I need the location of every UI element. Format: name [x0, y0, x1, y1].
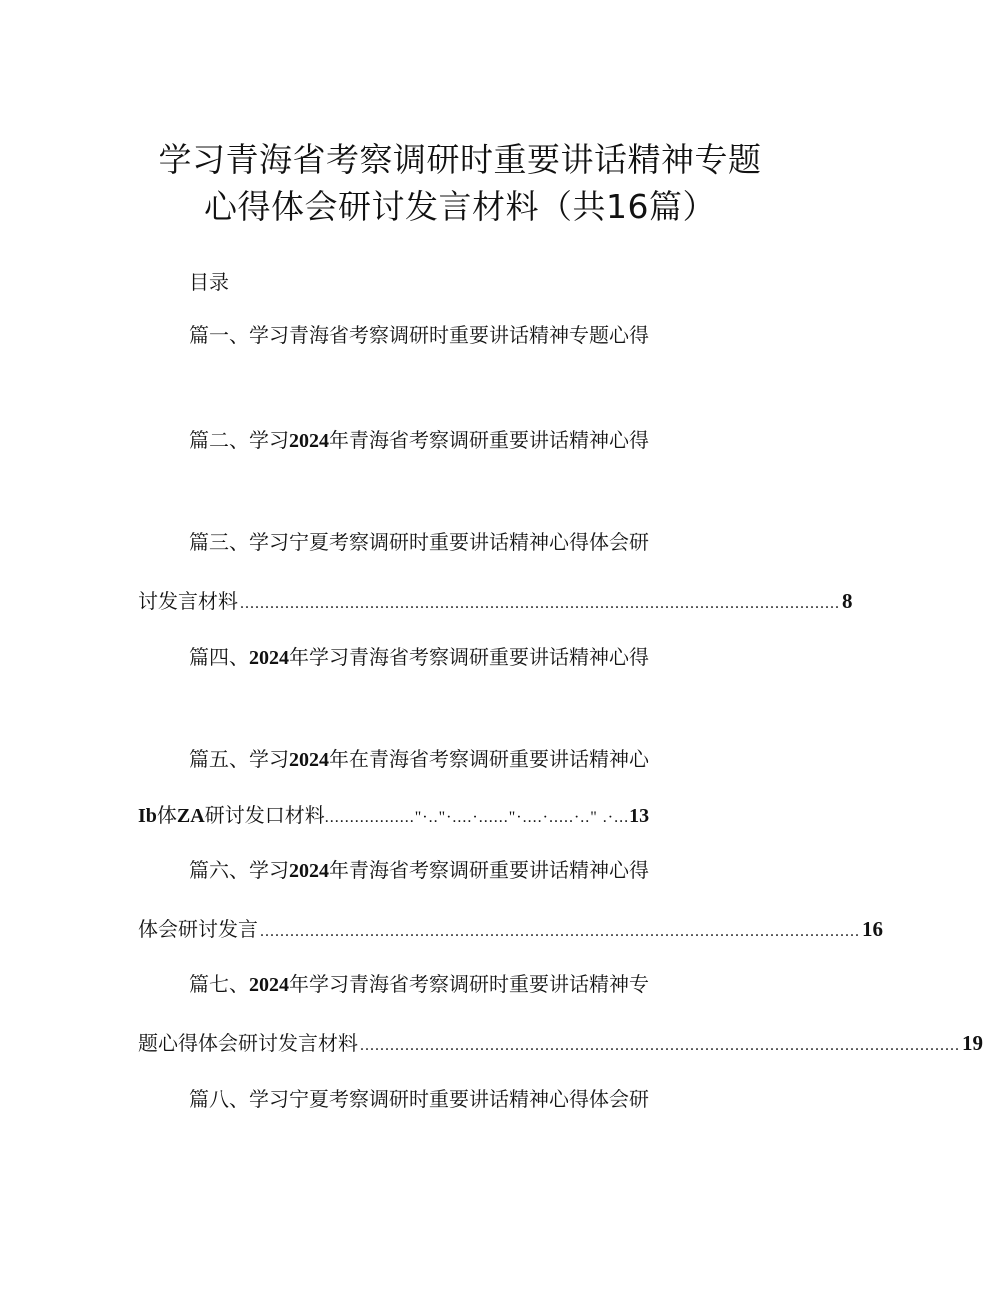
toc-dot-leader: ........................................................................................................................ [240, 595, 840, 612]
toc-entry-3-text: 篇三、学习宁夏考察调研时重要讲话精神心得体会研 [189, 530, 649, 554]
toc-entry-8[interactable] [189, 1086, 649, 1112]
toc-entry-6-suffix: 年青海省考察调研重要讲话精神心得 [329, 858, 649, 882]
toc-entry-3-line-2[interactable] [138, 588, 853, 617]
toc-entry-5-year: 2024 [289, 749, 329, 771]
toc-entry-2-prefix: 篇二、学习 [189, 428, 289, 452]
toc-entry-7-suffix: 年学习青海省考察调研时重要讲话精神专 [289, 972, 649, 996]
toc-entry-6-prefix: 篇六、学习 [189, 858, 289, 882]
toc-entry-6-line-2[interactable] [138, 916, 883, 945]
toc-entry-2-suffix: 年青海省考察调研重要讲话精神心得 [329, 428, 649, 452]
toc-entry-6-continuation: 体会研讨发言 [138, 917, 258, 941]
toc-entry-5-ocr-a: Ib [138, 805, 157, 827]
toc-entry-6-page: 16 [862, 917, 883, 941]
toc-entry-3-page: 8 [842, 589, 853, 613]
toc-entry-3-line-1[interactable] [189, 529, 649, 555]
toc-entry-5-line-1[interactable] [189, 746, 649, 773]
toc-entry-4[interactable] [189, 644, 649, 671]
document-title-line-1: 学习青海省考察调研时重要讲话精神专题 [158, 140, 762, 179]
toc-entry-5-ocr-d: 研讨发口材料 [204, 803, 325, 827]
toc-entry-5-line-2[interactable] [138, 802, 649, 831]
toc-entry-7-line-2[interactable] [138, 1030, 983, 1059]
toc-entry-4-suffix: 年学习青海省考察调研重要讲话精神心得 [289, 645, 649, 669]
toc-dot-leader: ........................................................................................................................ [260, 923, 860, 940]
toc-entry-5-suffix: 年在青海省考察调研重要讲话精神心 [329, 747, 649, 771]
toc-entry-5-leader: .................."·.."·....·......"·....·.....·.." .·... [324, 809, 630, 826]
document-title-line-2: 心得体会研讨发言材料（共16篇） [204, 187, 716, 226]
toc-entry-7-prefix: 篇七、 [189, 972, 249, 996]
toc-entry-5-ocr-c: ZA [176, 805, 205, 827]
toc-entry-7-year: 2024 [249, 974, 289, 996]
toc-heading: 目录 [189, 270, 229, 294]
toc-entry-8-text: 篇八、学习宁夏考察调研时重要讲话精神心得体会研 [189, 1087, 649, 1111]
toc-entry-6-year: 2024 [289, 860, 329, 882]
toc-entry-3-continuation: 讨发言材料 [138, 589, 238, 613]
toc-entry-7-line-1[interactable] [189, 971, 649, 998]
toc-entry-4-prefix: 篇四、 [189, 645, 249, 669]
toc-entry-2[interactable] [189, 427, 649, 454]
toc-entry-1[interactable] [189, 322, 649, 348]
toc-dot-leader: ........................................................................................................................ [360, 1037, 960, 1054]
toc-entry-1-text: 篇一、学习青海省考察调研时重要讲话精神专题心得 [189, 323, 649, 347]
toc-entry-2-year: 2024 [289, 430, 329, 452]
toc-entry-5-page: 13 [629, 805, 650, 827]
toc-entry-7-page: 19 [962, 1031, 983, 1055]
toc-entry-5-ocr-b: 体 [156, 803, 177, 827]
toc-entry-5-prefix: 篇五、学习 [189, 747, 289, 771]
toc-entry-6-line-1[interactable] [189, 857, 649, 884]
toc-entry-4-year: 2024 [249, 647, 289, 669]
toc-entry-7-continuation: 题心得体会研讨发言材料 [138, 1031, 358, 1055]
